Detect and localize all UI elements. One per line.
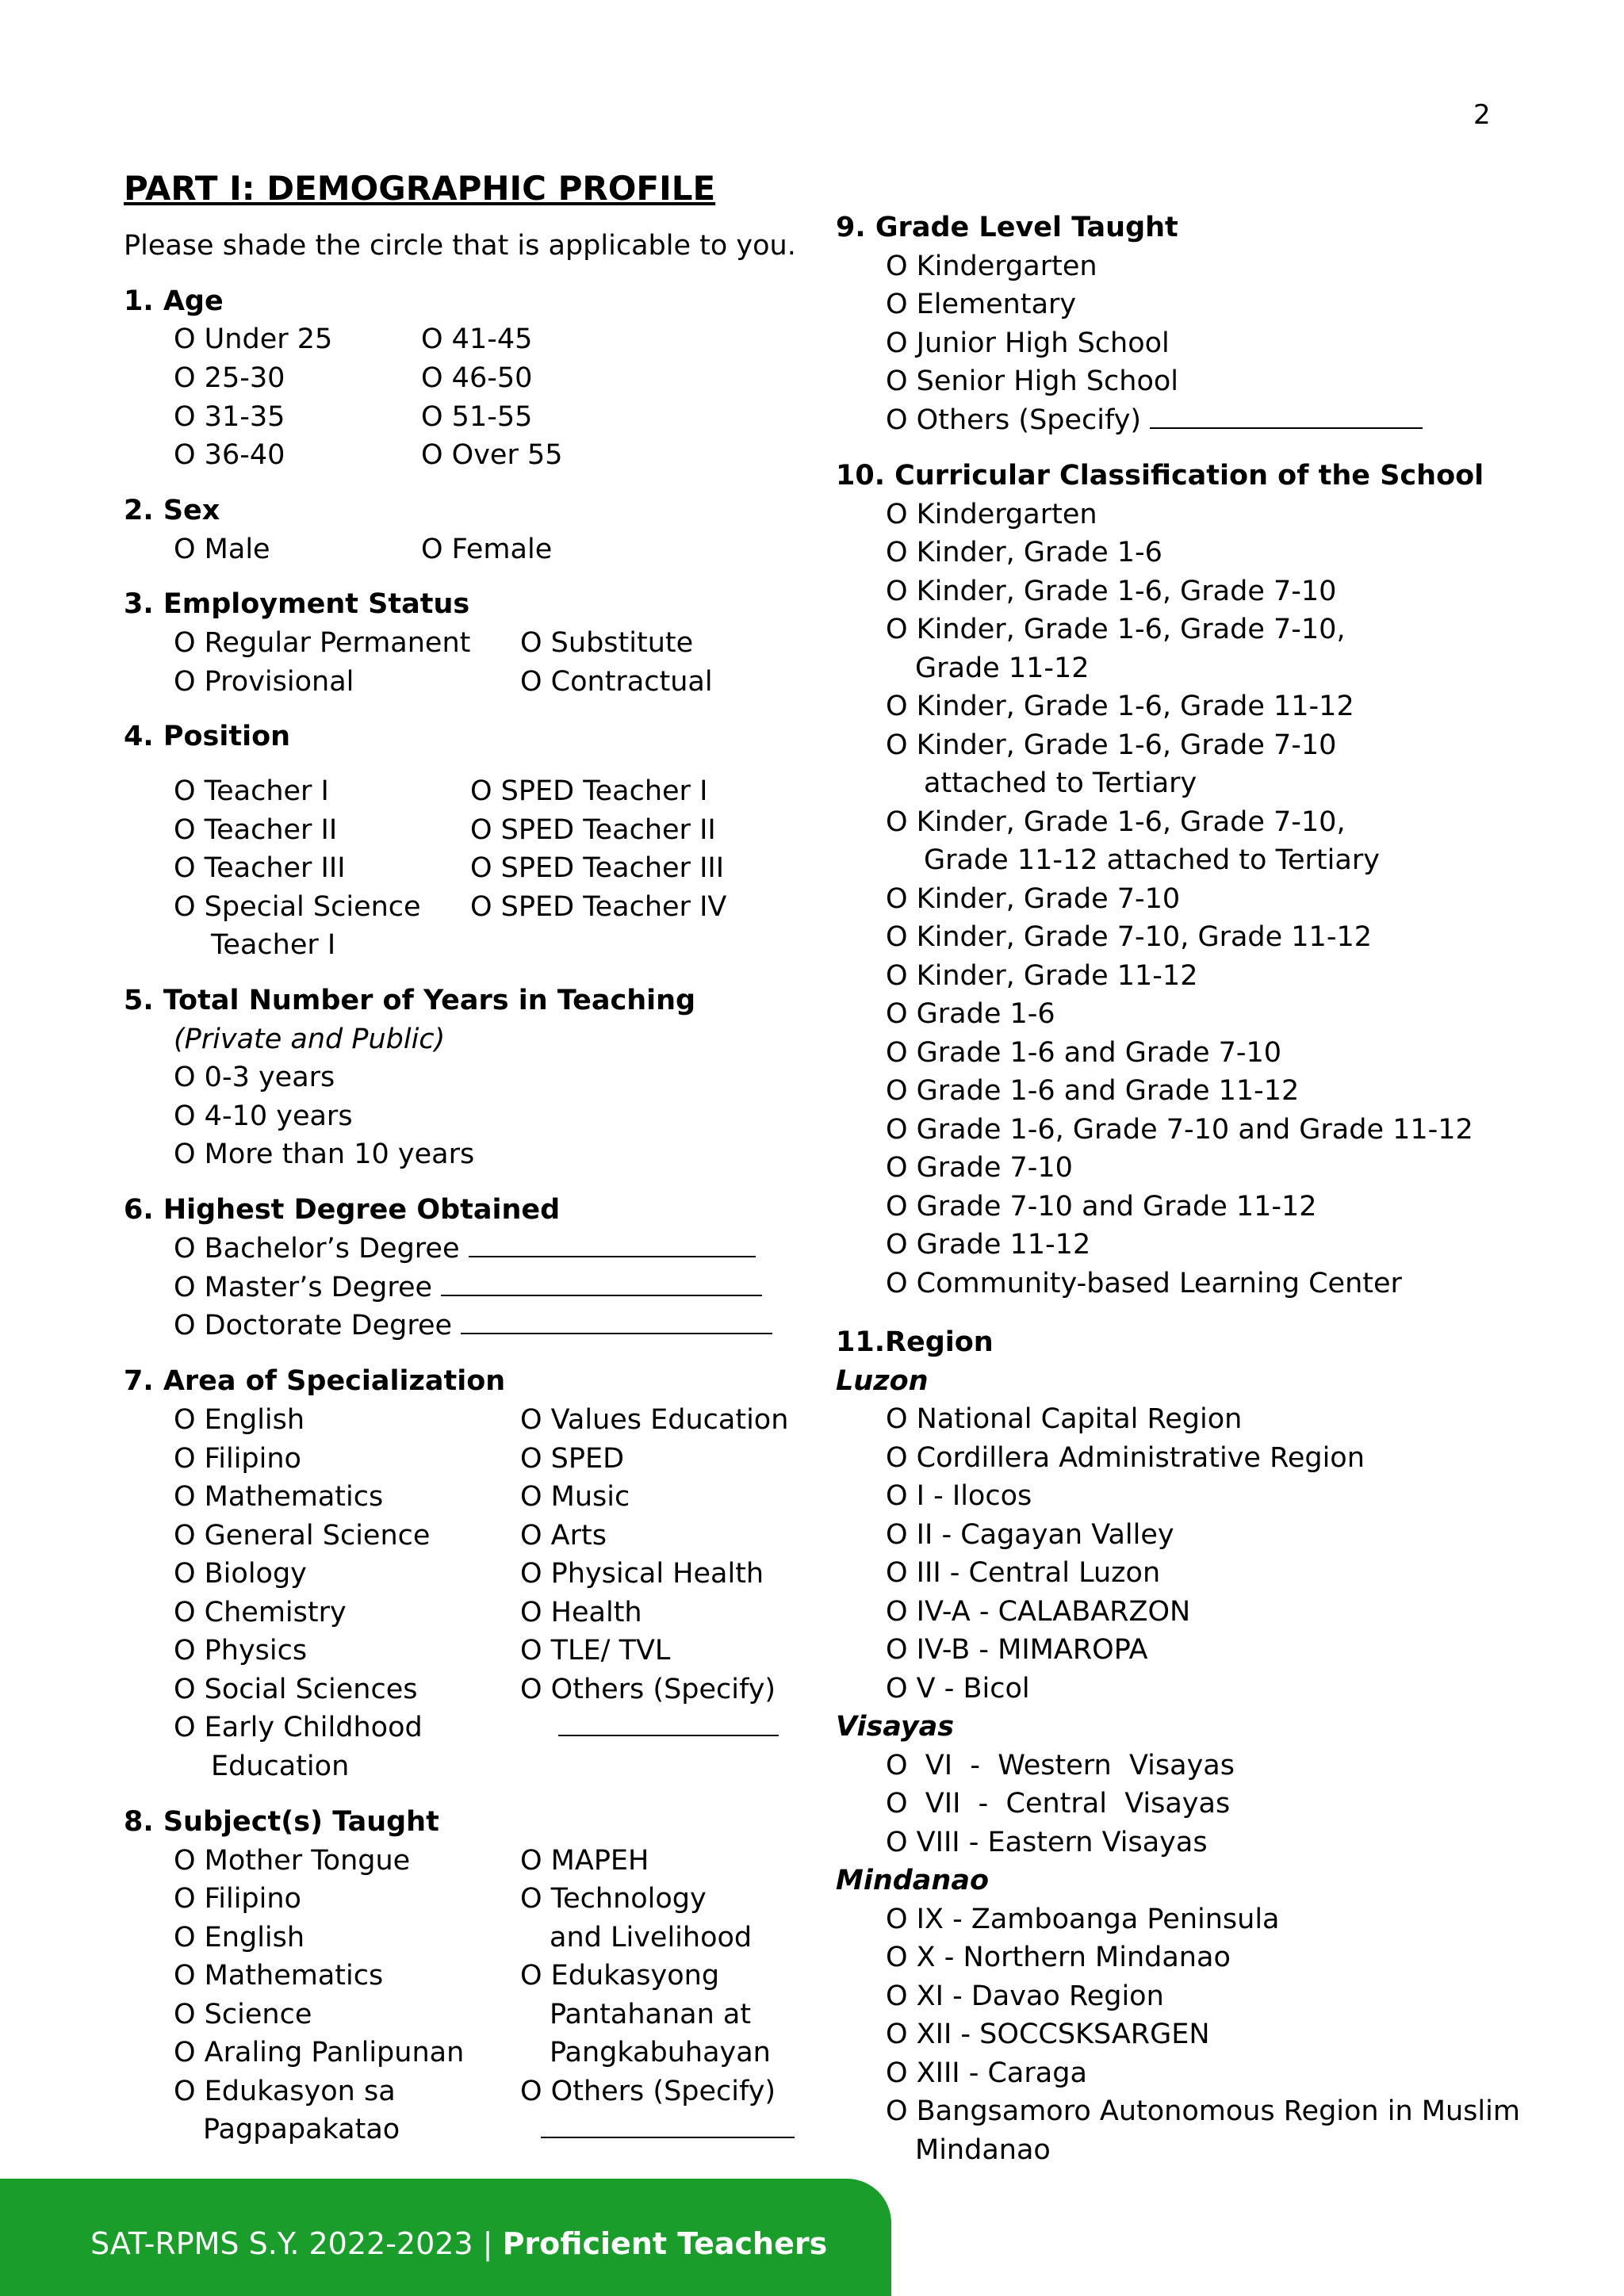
q7-option[interactable]: O Social Sciences: [174, 1674, 418, 1705]
q7-option[interactable]: O SPED: [520, 1443, 625, 1475]
q2-option[interactable]: O Male: [174, 534, 270, 565]
q5-subtitle: (Private and Public): [174, 1024, 446, 1055]
q3-option[interactable]: O Regular Permanent: [174, 627, 471, 659]
q7-option[interactable]: O Physics: [174, 1635, 308, 1667]
q9-title: 9. Grade Level Taught: [836, 212, 1178, 243]
region-option[interactable]: O I - Ilocos: [886, 1480, 1032, 1512]
q4-option[interactable]: O SPED Teacher IV: [470, 891, 727, 923]
instruction-text: Please shade the circle that is applicable to you.: [124, 230, 796, 262]
q7-option[interactable]: O English: [174, 1404, 305, 1436]
region-option[interactable]: O IV-A - CALABARZON: [886, 1596, 1191, 1628]
q7-option[interactable]: O Music: [520, 1481, 630, 1513]
q9-option[interactable]: O Kindergarten: [886, 251, 1097, 282]
q8-title: 8. Subject(s) Taught: [124, 1806, 439, 1838]
q4-title: 4. Position: [124, 721, 291, 752]
q6-option[interactable]: [174, 1269, 762, 1307]
q8-option[interactable]: O Edukasyon sa: [174, 2076, 396, 2107]
q1-option[interactable]: O Over 55: [421, 439, 563, 471]
region-option[interactable]: O VII - Central Visayas: [886, 1788, 1231, 1820]
q6-option[interactable]: [174, 1307, 772, 1345]
q10-option[interactable]: O Grade 1-6, Grade 7-10 and Grade 11-12: [886, 1114, 1473, 1146]
q11-title: 11.Region: [836, 1326, 994, 1358]
q10-option[interactable]: O Grade 7-10: [886, 1152, 1073, 1184]
region-option[interactable]: O VIII - Eastern Visayas: [886, 1827, 1208, 1858]
q7-option[interactable]: O Values Education: [520, 1404, 789, 1436]
region-group-luzon: Luzon: [836, 1365, 929, 1397]
q10-option[interactable]: O Kinder, Grade 1-6, Grade 7-10,: [886, 614, 1346, 645]
q10-option[interactable]: O Grade 1-6 and Grade 7-10: [886, 1037, 1282, 1069]
q7-option[interactable]: O Others (Specify): [520, 1674, 776, 1705]
q8-option[interactable]: O Science: [174, 1999, 312, 2030]
q6-option-label: O Doctorate Degree: [174, 1310, 453, 1341]
q2-title: 2. Sex: [124, 495, 220, 526]
region-group-mindanao: Mindanao: [836, 1865, 989, 1896]
region-option[interactable]: O VI - Western Visayas: [886, 1750, 1235, 1781]
region-option[interactable]: O V - Bicol: [886, 1673, 1030, 1705]
q6-title: 6. Highest Degree Obtained: [124, 1194, 561, 1226]
q4-option[interactable]: O Special Science: [174, 891, 421, 923]
q3-option[interactable]: O Substitute: [520, 627, 694, 659]
q10-option[interactable]: O Kinder, Grade 1-6, Grade 7-10,: [886, 806, 1346, 838]
q8-option[interactable]: O MAPEH: [520, 1845, 649, 1877]
q9-option[interactable]: O Senior High School: [886, 365, 1179, 397]
q10-option[interactable]: O Kinder, Grade 11-12: [886, 960, 1198, 992]
q6-option-label: O Master’s Degree: [174, 1272, 433, 1303]
specify-line[interactable]: [461, 1309, 772, 1334]
q7-option[interactable]: O TLE/ TVL: [520, 1635, 671, 1667]
q10-option[interactable]: O Community-based Learning Center: [886, 1268, 1402, 1299]
region-group-visayas: Visayas: [836, 1711, 955, 1743]
region-option[interactable]: O XI - Davao Region: [886, 1980, 1164, 2012]
q7-option[interactable]: O Mathematics: [174, 1481, 384, 1513]
q1-option[interactable]: O Under 25: [174, 323, 333, 355]
q6-option-label: O Bachelor’s Degree: [174, 1233, 460, 1265]
region-option[interactable]: O II - Cagayan Valley: [886, 1519, 1174, 1551]
footer-label-bold: Proficient Teachers: [502, 2226, 828, 2261]
q8-option-continuation: Pantahanan at: [550, 1999, 752, 2030]
region-option[interactable]: O National Capital Region: [886, 1403, 1243, 1435]
q1-option[interactable]: O 25-30: [174, 362, 285, 394]
q1-title: 1. Age: [124, 285, 224, 317]
q9-option[interactable]: [886, 401, 1423, 439]
q8-option-continuation: and Livelihood: [550, 1922, 753, 1954]
q10-option[interactable]: O Kinder, Grade 1-6, Grade 7-10: [886, 576, 1337, 607]
q9-option[interactable]: O Junior High School: [886, 327, 1170, 359]
q8-option[interactable]: O Mathematics: [174, 1960, 384, 1992]
q1-option[interactable]: O 51-55: [421, 401, 533, 433]
q1-option[interactable]: O 36-40: [174, 439, 285, 471]
q10-option-continuation: Grade 11-12: [915, 652, 1090, 684]
q7-option[interactable]: O Biology: [174, 1558, 307, 1590]
q10-option[interactable]: O Kinder, Grade 1-6, Grade 7-10: [886, 729, 1337, 761]
q7-option[interactable]: O Early Childhood: [174, 1712, 423, 1743]
page-number: 2: [1473, 99, 1491, 131]
region-option[interactable]: O IX - Zamboanga Peninsula: [886, 1904, 1280, 1935]
footer-label: SAT-RPMS S.Y. 2022-2023 |: [90, 2226, 503, 2261]
q5-option[interactable]: O 4-10 years: [174, 1100, 353, 1132]
q8-option[interactable]: O Others (Specify): [520, 2076, 776, 2107]
specify-line[interactable]: [541, 2110, 795, 2149]
q10-option-continuation: Grade 11-12 attached to Tertiary: [924, 844, 1380, 876]
q7-title: 7. Area of Specialization: [124, 1365, 506, 1397]
q7-option[interactable]: O General Science: [174, 1520, 431, 1552]
q1-option[interactable]: O 41-45: [421, 323, 533, 355]
q7-option[interactable]: O Physical Health: [520, 1558, 764, 1590]
q10-option[interactable]: O Grade 1-6: [886, 998, 1055, 1030]
q5-option[interactable]: O More than 10 years: [174, 1138, 475, 1170]
q2-option[interactable]: O Female: [421, 534, 553, 565]
q10-option[interactable]: O Grade 11-12: [886, 1229, 1091, 1261]
q7-option-continuation: Education: [211, 1751, 350, 1782]
q8-option[interactable]: O Filipino: [174, 1883, 301, 1915]
q4-option[interactable]: O SPED Teacher III: [470, 852, 725, 884]
region-option[interactable]: O Cordillera Administrative Region: [886, 1442, 1365, 1474]
q7-option[interactable]: O Chemistry: [174, 1597, 347, 1628]
q8-option-continuation: Pangkabuhayan: [550, 2037, 771, 2068]
q7-option[interactable]: O Health: [520, 1597, 642, 1628]
region-option[interactable]: O Bangsamoro Autonomous Region in Muslim: [886, 2095, 1520, 2127]
q4-option[interactable]: O Teacher I: [174, 775, 329, 807]
q10-option-continuation: attached to Tertiary: [924, 767, 1197, 799]
q10-option[interactable]: O Grade 7-10 and Grade 11-12: [886, 1191, 1317, 1223]
q8-option-continuation: Pagpapakatao: [203, 2114, 400, 2145]
q5-option[interactable]: O 0-3 years: [174, 1062, 335, 1093]
q7-option[interactable]: O Arts: [520, 1520, 607, 1552]
region-option[interactable]: O III - Central Luzon: [886, 1557, 1161, 1589]
q9-option[interactable]: O Elementary: [886, 289, 1077, 320]
q3-option[interactable]: O Contractual: [520, 666, 713, 698]
part-title: PART I: DEMOGRAPHIC PROFILE: [124, 169, 716, 208]
q10-option[interactable]: O Kinder, Grade 7-10: [886, 883, 1181, 915]
q8-option[interactable]: O English: [174, 1922, 305, 1954]
specify-line[interactable]: [441, 1271, 762, 1296]
specify-line[interactable]: [1150, 404, 1423, 429]
q8-option[interactable]: O Mother Tongue: [174, 1845, 411, 1877]
q6-option[interactable]: [174, 1230, 756, 1268]
q8-option[interactable]: O Edukasyong: [520, 1960, 720, 1992]
q10-option[interactable]: O Grade 1-6 and Grade 11-12: [886, 1075, 1300, 1107]
q9-option-label: O Others (Specify): [886, 404, 1142, 436]
q8-option[interactable]: O Araling Panlipunan: [174, 2037, 465, 2068]
q5-title: 5. Total Number of Years in Teaching: [124, 985, 696, 1016]
q10-option[interactable]: O Kinder, Grade 7-10, Grade 11-12: [886, 921, 1372, 953]
q4-option[interactable]: O Teacher III: [174, 852, 346, 884]
region-option[interactable]: O IV-B - MIMAROPA: [886, 1634, 1148, 1666]
q3-option[interactable]: O Provisional: [174, 666, 354, 698]
q7-option[interactable]: O Filipino: [174, 1443, 301, 1475]
specify-line[interactable]: [558, 1709, 779, 1747]
q10-option[interactable]: O Kinder, Grade 1-6: [886, 537, 1162, 568]
region-option[interactable]: O XIII - Caraga: [886, 2057, 1087, 2089]
q4-option[interactable]: O SPED Teacher I: [470, 775, 708, 807]
q4-option[interactable]: O Teacher II: [174, 814, 338, 846]
q4-option-continuation: Teacher I: [211, 929, 336, 961]
q1-option[interactable]: O 46-50: [421, 362, 533, 394]
q10-option[interactable]: O Kinder, Grade 1-6, Grade 11-12: [886, 691, 1354, 722]
q1-option[interactable]: O 31-35: [174, 401, 285, 433]
region-option[interactable]: O XII - SOCCSKSARGEN: [886, 2019, 1210, 2050]
q4-option[interactable]: O SPED Teacher II: [470, 814, 716, 846]
q10-title: 10. Curricular Classification of the School: [836, 460, 1484, 492]
specify-line[interactable]: [469, 1232, 756, 1257]
footer-text: [90, 2223, 827, 2264]
q3-title: 3. Employment Status: [124, 588, 470, 620]
region-option[interactable]: O X - Northern Mindanao: [886, 1942, 1231, 1973]
q10-option[interactable]: O Kindergarten: [886, 499, 1097, 530]
q8-option[interactable]: O Technology: [520, 1883, 707, 1915]
region-option-continuation: Mindanao: [915, 2134, 1051, 2166]
